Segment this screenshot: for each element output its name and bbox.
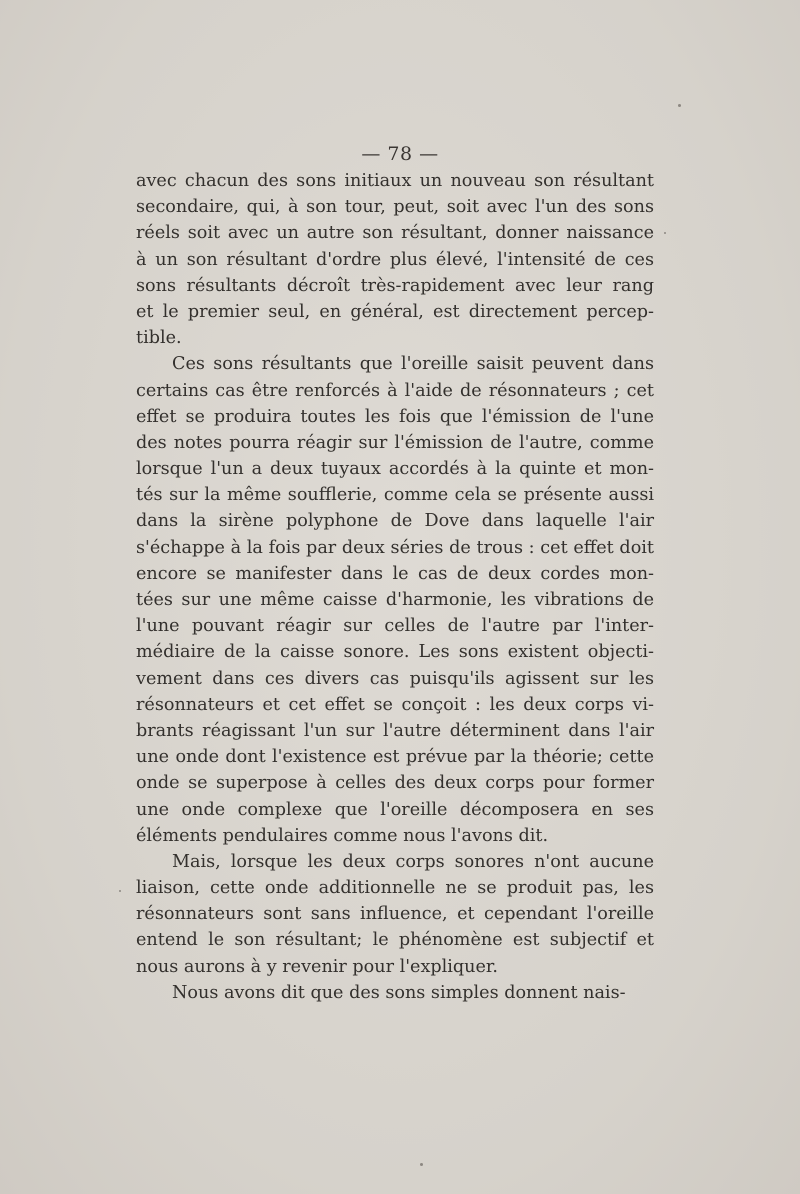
text-line: effet se produira toutes les fois que l'émission de l'une: [136, 406, 654, 427]
text-line: liaison, cette onde additionnelle ne se produit pas, les: [136, 878, 654, 899]
text-line: et le premier seul, en général, est directement percep-: [136, 301, 654, 322]
text-line: réels soit avec un autre son résultant, donner naissance: [136, 223, 654, 244]
text-line: certains cas être renforcés à l'aide de résonnateurs ; cet: [136, 380, 654, 401]
paragraph: [136, 168, 654, 351]
page-number: — 78 —: [361, 143, 439, 165]
text-line: encore se manifester dans le cas de deux cordes mon-: [136, 563, 654, 584]
text-line: des notes pourra réagir sur l'émission de l'autre, comme: [136, 432, 654, 453]
text-line: vement dans ces divers cas puisqu'ils agissent sur les: [136, 668, 654, 689]
text-line: l'une pouvant réagir sur celles de l'autre par l'inter-: [136, 616, 654, 637]
text-line: onde se superpose à celles des deux corps pour former: [136, 773, 654, 794]
body-text: [136, 168, 654, 1006]
text-line: entend le son résultant; le phénomène est subjectif et: [136, 930, 654, 951]
text-line: médiaire de la caisse sonore. Les sons existent objecti-: [136, 642, 654, 663]
text-line: résonnateurs sont sans influence, et cependant l'oreille: [136, 904, 654, 925]
text-line: tées sur une même caisse d'harmonie, les vibrations de: [136, 590, 654, 610]
text-line: éléments pendulaires comme nous l'avons dit.: [136, 825, 549, 846]
text-line: tés sur la même soufflerie, comme cela se présente aussi: [136, 485, 654, 506]
text-line: à un son résultant d'ordre plus élevé, l'intensité de ces: [136, 249, 654, 270]
text-line: sons résultants décroît très-rapidement avec leur rang: [136, 275, 654, 296]
paragraph: [136, 351, 654, 849]
text-line: secondaire, qui, à son tour, peut, soit avec l'un des sons: [136, 197, 654, 218]
text-line: Nous avons dit que des sons simples donnent nais-: [172, 982, 626, 1003]
text-line: Ces sons résultants que l'oreille saisit peuvent dans: [172, 354, 654, 375]
text-line: avec chacun des sons initiaux un nouveau son résultant: [136, 171, 654, 191]
text-line: lorsque l'un a deux tuyaux accordés à la quinte et mon-: [136, 459, 654, 480]
text-line: s'échappe à la fois par deux séries de trous : cet effet doit: [136, 537, 654, 558]
text-line: une onde complexe que l'oreille décomposera en ses: [136, 799, 654, 820]
paragraph: [136, 849, 654, 980]
text-line: une onde dont l'existence est prévue par la théorie; cette: [136, 747, 654, 768]
text-line: Mais, lorsque les deux corps sonores n'ont aucune: [172, 851, 654, 872]
text-line: résonnateurs et cet effet se conçoit : les deux corps vi-: [136, 694, 654, 715]
paragraph: [136, 980, 654, 1006]
text-line: brants réagissant l'un sur l'autre déterminent dans l'air: [136, 720, 654, 741]
text-line: nous aurons à y revenir pour l'expliquer.: [136, 956, 498, 977]
text-line: dans la sirène polyphone de Dove dans laquelle l'air: [136, 511, 654, 532]
text-line: tible.: [136, 328, 182, 349]
